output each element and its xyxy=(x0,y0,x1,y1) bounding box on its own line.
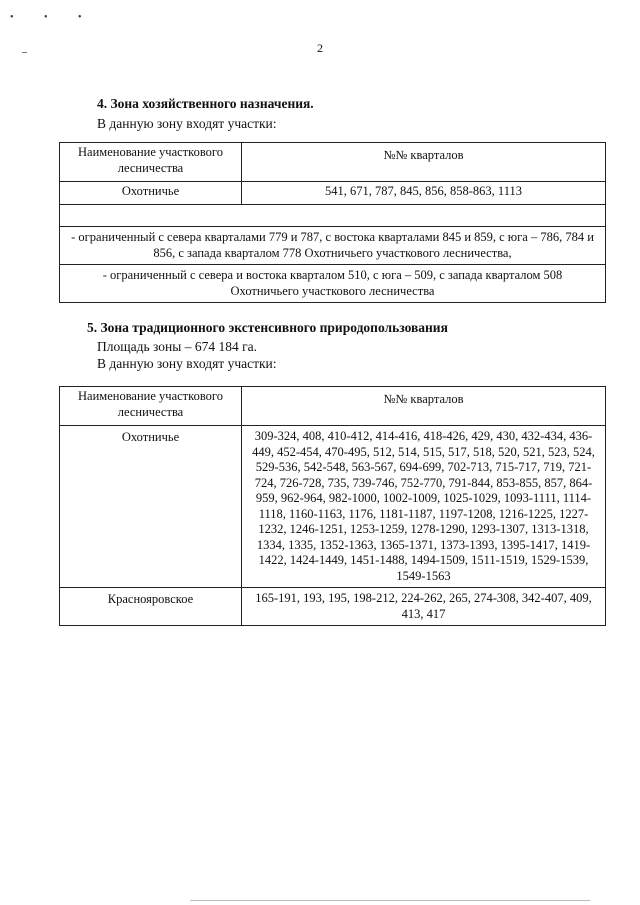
table-description-row xyxy=(60,227,606,265)
row-quarters-cell: 165-191, 193, 195, 198-212, 224-262, 265, 274-308, 342-407, 409, 413, 417 xyxy=(242,588,606,626)
description-cell: - ограниченный с севера кварталами 779 и 787, с востока кварталами 845 и 859, с юга – 786, 784 и 856, с запада кварталом 778 Охотничьего участкового лесничества, xyxy=(60,227,606,265)
section4-intro: В данную зону входят участки: xyxy=(97,116,277,131)
table-row xyxy=(60,588,606,626)
row-name-cell: Охотничье xyxy=(60,182,242,205)
page-number: 2 xyxy=(317,41,323,55)
section5-table xyxy=(59,386,606,626)
row-quarters-cell: 541, 671, 787, 845, 856, 858-863, 1113 xyxy=(242,182,606,205)
section4-heading: 4. Зона хозяйственного назначения. xyxy=(97,96,314,111)
section4-table xyxy=(59,142,606,303)
header-quarters-cell: №№ кварталов xyxy=(242,143,606,182)
table-header-row xyxy=(60,143,606,182)
row-name-cell: Краснояровское xyxy=(60,588,242,626)
header-name-cell: Наименование участкового лесничества xyxy=(60,143,242,182)
table-row xyxy=(60,426,606,588)
table-empty-row xyxy=(60,205,606,227)
row-name-cell: Охотничье xyxy=(60,426,242,588)
scan-bottom-edge xyxy=(190,900,590,901)
scan-artifact-dots: • • • xyxy=(10,12,96,23)
header-quarters-cell: №№ кварталов xyxy=(242,387,606,426)
section5-heading: 5. Зона традиционного экстенсивного природопользования xyxy=(87,320,448,335)
table-header-row xyxy=(60,387,606,426)
section5-intro: В данную зону входят участки: xyxy=(97,356,277,371)
row-quarters-cell: 309-324, 408, 410-412, 414-416, 418-426, 429, 430, 432-434, 436-449, 452-454, 470-495, 512, 514, 515, 517, 518, 520, 521, 523, 524, 529-536, 542-548, 563-567, 694-699, 702-713, 715-717, 719, 721-724, 726-728, 735, 739-746, 752-770, 791-844, 853-855, 857, 864-959, 962-964, 982-1000, 1002-1009, 1025-1029, 1093-1111, 1114-1118, 1160-1163, 1176, 1181-1187, 1197-1208, 1216-1225, 1227-1232, 1246-1251, 1253-1259, 1278-1290, 1293-1307, 1313-1318, 1334, 1335, 1352-1363, 1365-1371, 1373-1393, 1395-1417, 1419-1422, 1424-1449, 1451-1488, 1494-1509, 1511-1519, 1529-1539, 1549-1563 xyxy=(242,426,606,588)
section5-area: Площадь зоны – 674 184 га. xyxy=(97,339,257,354)
table-row xyxy=(60,182,606,205)
description-cell: - ограниченный с севера и востока кварталом 510, с юга – 509, с запада кварталом 508 Охотничьего участкового лесничества xyxy=(60,265,606,303)
empty-cell xyxy=(60,205,606,227)
table-description-row xyxy=(60,265,606,303)
header-name-cell: Наименование участкового лесничества xyxy=(60,387,242,426)
